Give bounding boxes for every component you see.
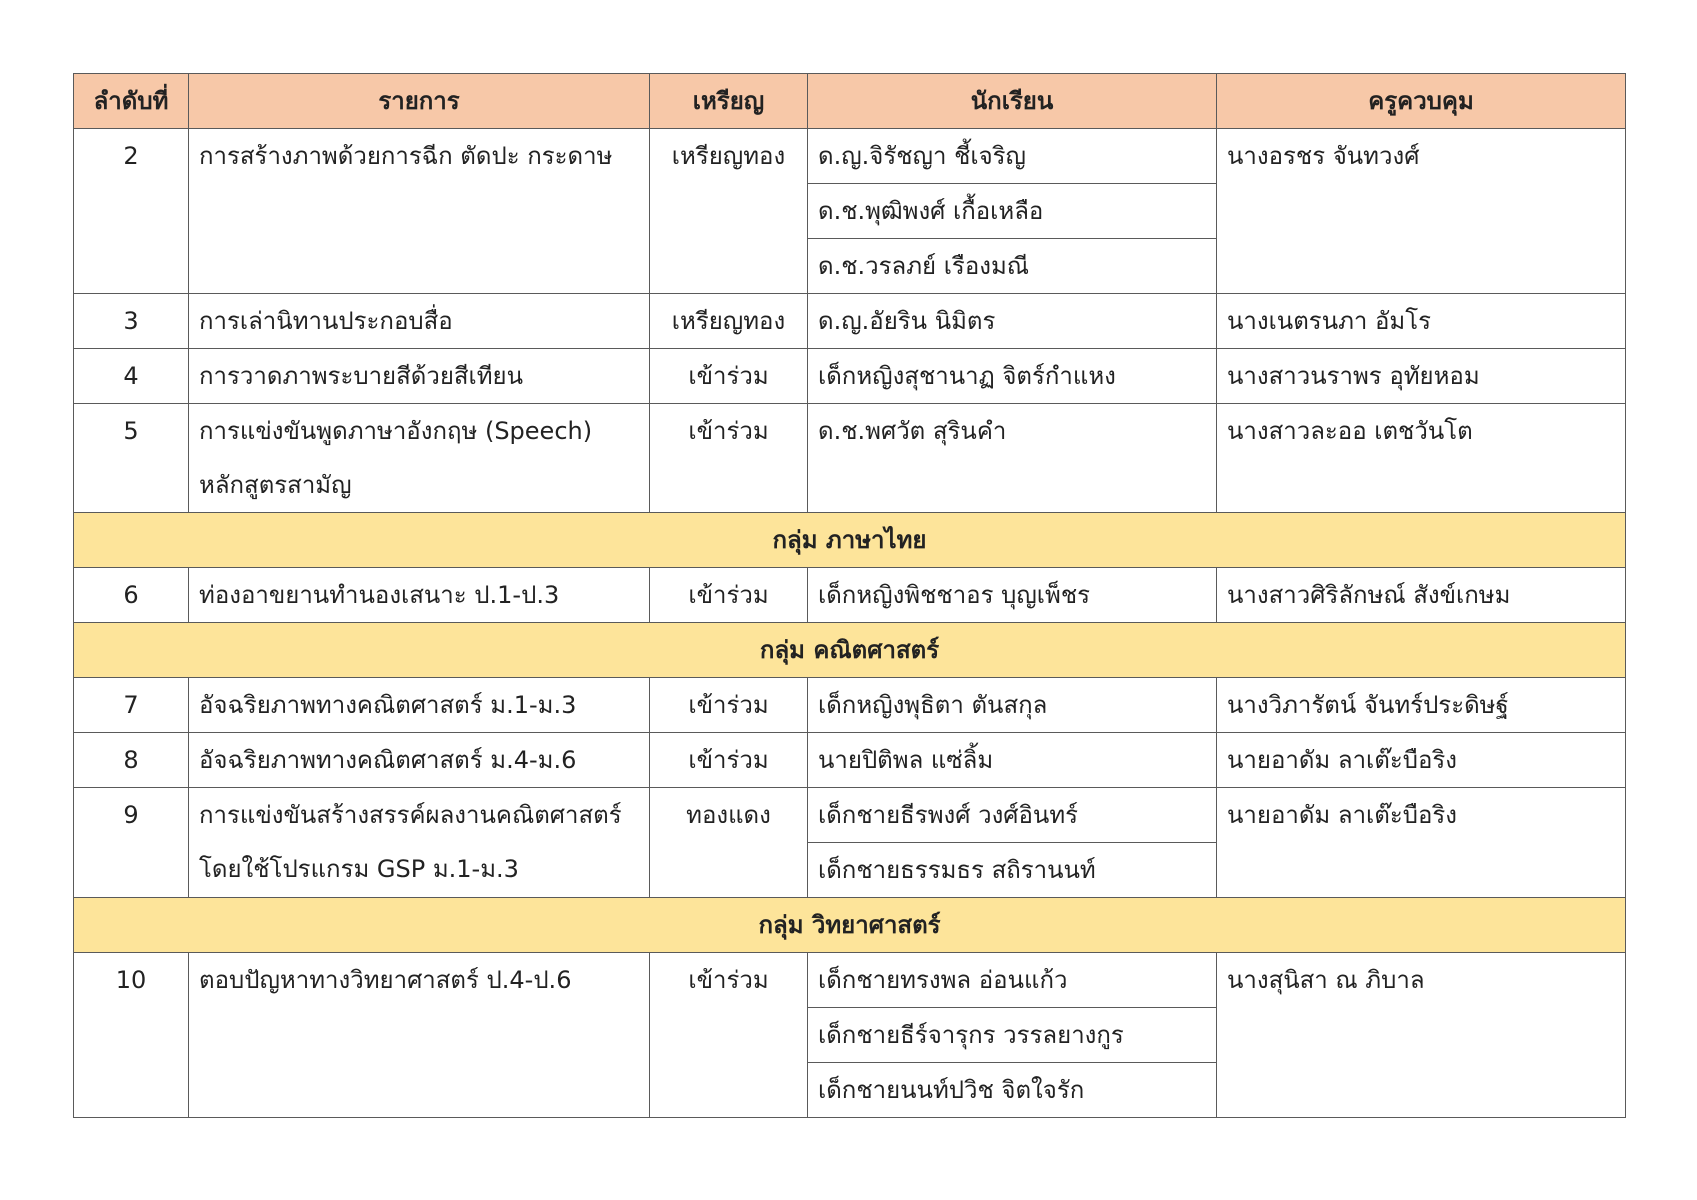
cell-teacher: นางสุนิสา ณ ภิบาล (1217, 953, 1626, 1118)
document-page (73, 73, 1625, 1118)
cell-student: ด.ช.วรลภย์ เรืองมณี (808, 239, 1217, 294)
cell-teacher: นางสาวศิริลักษณ์ สังข์เกษม (1217, 568, 1626, 623)
header-teacher: ครูควบคุม (1217, 74, 1626, 129)
table-header (74, 74, 1626, 129)
header-row (74, 74, 1626, 129)
table-row (74, 953, 1626, 1008)
cell-student: นายปิติพล แซ่ลิ้ม (808, 733, 1217, 788)
cell-student: เด็กหญิงพุธิตา ตันสกุล (808, 678, 1217, 733)
item-line: ท่องอาขยานทำนองเสนาะ ป.1-ป.3 (199, 581, 560, 609)
cell-medal: เหรียญทอง (650, 129, 808, 294)
cell-teacher: นายอาดัม ลาเต๊ะบือริง (1217, 733, 1626, 788)
item-line: ตอบปัญหาทางวิทยาศาสตร์ ป.4-ป.6 (199, 966, 572, 994)
cell-teacher: นางสาวละออ เตชวันโต (1217, 404, 1626, 513)
table-row (74, 788, 1626, 843)
cell-item (189, 678, 650, 733)
cell-teacher: นางเนตรนภา อัมโร (1217, 294, 1626, 349)
item-line: การสร้างภาพด้วยการฉีก ตัดปะ กระดาษ (199, 142, 613, 170)
cell-medal: เข้าร่วม (650, 404, 808, 513)
cell-item (189, 294, 650, 349)
table-row (74, 129, 1626, 184)
table-row (74, 404, 1626, 513)
cell-teacher: นางอรชร จันทวงศ์ (1217, 129, 1626, 294)
cell-student: เด็กหญิงสุชานาฏ จิตร์กำแหง (808, 349, 1217, 404)
header-medal: เหรียญ (650, 74, 808, 129)
cell-student: เด็กชายธีร์จารุกร วรรลยางกูร (808, 1008, 1217, 1063)
group-row (74, 513, 1626, 568)
header-student: นักเรียน (808, 74, 1217, 129)
group-row (74, 623, 1626, 678)
item-line: อัจฉริยภาพทางคณิตศาสตร์ ม.1-ม.3 (199, 691, 577, 719)
cell-student: เด็กชายธรรมธร สถิรานนท์ (808, 843, 1217, 898)
competition-results-table (73, 73, 1626, 1118)
cell-student: เด็กชายทรงพล อ่อนแก้ว (808, 953, 1217, 1008)
cell-teacher: นางสาวนราพร อุทัยหอม (1217, 349, 1626, 404)
cell-item (189, 788, 650, 898)
cell-medal: เข้าร่วม (650, 733, 808, 788)
group-heading: กลุ่ม คณิตศาสตร์ (74, 623, 1626, 678)
item-line: การแข่งขันพูดภาษาอังกฤษ (Speech) (199, 417, 593, 445)
item-line: โดยใช้โปรแกรม GSP ม.1-ม.3 (199, 855, 519, 883)
cell-no: 7 (74, 678, 189, 733)
cell-student: เด็กชายนนท์ปวิช จิตใจรัก (808, 1063, 1217, 1118)
cell-item (189, 404, 650, 513)
cell-no: 3 (74, 294, 189, 349)
item-line: อัจฉริยภาพทางคณิตศาสตร์ ม.4-ม.6 (199, 746, 577, 774)
cell-medal: เหรียญทอง (650, 294, 808, 349)
item-line: การเล่านิทานประกอบสื่อ (199, 307, 453, 335)
group-row (74, 898, 1626, 953)
header-item: รายการ (189, 74, 650, 129)
table-body (74, 129, 1626, 1118)
cell-medal: เข้าร่วม (650, 953, 808, 1118)
cell-student: ด.ช.พุฒิพงศ์ เกื้อเหลือ (808, 184, 1217, 239)
cell-teacher: นายอาดัม ลาเต๊ะบือริง (1217, 788, 1626, 898)
cell-no: 9 (74, 788, 189, 898)
table-row (74, 294, 1626, 349)
cell-item (189, 953, 650, 1118)
cell-no: 6 (74, 568, 189, 623)
cell-student: เด็กชายธีรพงศ์ วงศ์อินทร์ (808, 788, 1217, 843)
cell-no: 10 (74, 953, 189, 1118)
cell-medal: เข้าร่วม (650, 678, 808, 733)
cell-no: 8 (74, 733, 189, 788)
cell-student: ด.ช.พศวัต สุรินคำ (808, 404, 1217, 513)
group-heading: กลุ่ม ภาษาไทย (74, 513, 1626, 568)
cell-student: ด.ญ.อัยริน นิมิตร (808, 294, 1217, 349)
cell-no: 2 (74, 129, 189, 294)
cell-item (189, 129, 650, 294)
cell-medal: เข้าร่วม (650, 568, 808, 623)
cell-item (189, 349, 650, 404)
item-line: หลักสูตรสามัญ (199, 471, 352, 499)
cell-teacher: นางวิภารัตน์ จันทร์ประดิษฐ์ (1217, 678, 1626, 733)
header-no: ลำดับที่ (74, 74, 189, 129)
table-row (74, 733, 1626, 788)
cell-student: เด็กหญิงพิชชาอร บุญเพ็ชร (808, 568, 1217, 623)
cell-student: ด.ญ.จิรัชญา ชี้เจริญ (808, 129, 1217, 184)
cell-medal: ทองแดง (650, 788, 808, 898)
table-row (74, 678, 1626, 733)
cell-no: 4 (74, 349, 189, 404)
cell-medal: เข้าร่วม (650, 349, 808, 404)
table-row (74, 568, 1626, 623)
cell-item (189, 568, 650, 623)
cell-item (189, 733, 650, 788)
item-line: การวาดภาพระบายสีด้วยสีเทียน (199, 362, 524, 390)
group-heading: กลุ่ม วิทยาศาสตร์ (74, 898, 1626, 953)
item-line: การแข่งขันสร้างสรรค์ผลงานคณิตศาสตร์ (199, 801, 622, 829)
cell-no: 5 (74, 404, 189, 513)
table-row (74, 349, 1626, 404)
